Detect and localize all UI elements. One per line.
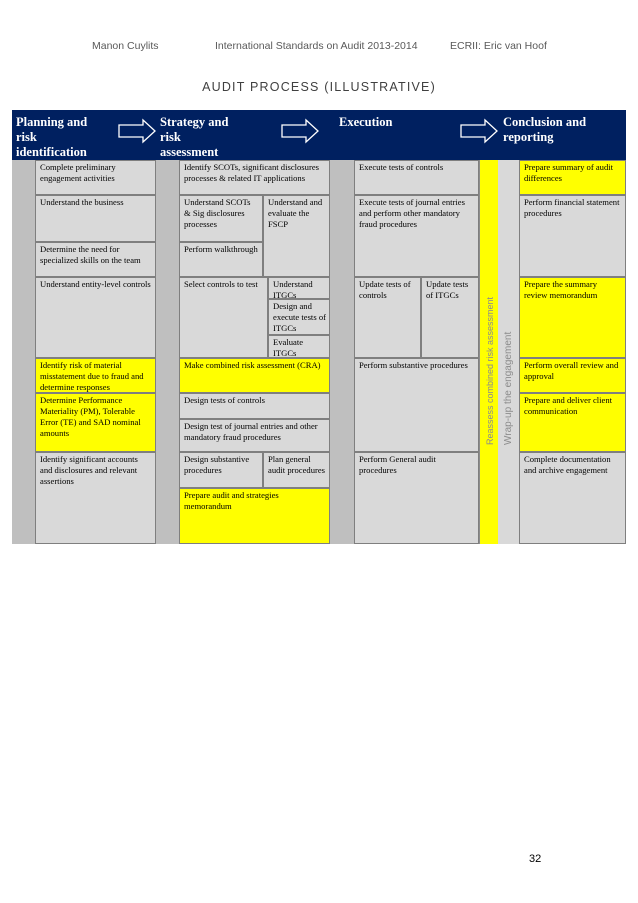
header-course: International Standards on Audit 2013-2014 [215, 40, 418, 52]
arrow-right-icon [280, 118, 320, 144]
strategy-cell: Design substantive procedures [179, 452, 263, 488]
execution-cell: Execute tests of journal entries and perform other mandatory fraud procedures [354, 195, 479, 277]
column-title-strategy: Strategy and risk assessment [160, 115, 229, 159]
strategy-cell: Design test of journal entries and other mandatory fraud procedures [179, 419, 330, 452]
strategy-cell: Design tests of controls [179, 393, 330, 419]
conclusion-cell-highlight: Prepare the summary review memorandum [519, 277, 626, 358]
strategy-cell: Identify SCOTs, significant disclosures processes & related IT applications [179, 160, 330, 195]
planning-cell: Determine the need for specialized skills on the team [35, 242, 156, 277]
strategy-cell: Understand SCOTs & Sig disclosures processes [179, 195, 263, 242]
conclusion-cell-highlight: Prepare summary of audit differences [519, 160, 626, 195]
execution-cell: Execute tests of controls [354, 160, 479, 195]
planning-cell-highlight: Determine Performance Materiality (PM), Tolerable Error (TE) and SAD nominal amounts [35, 393, 156, 452]
execution-cell: Perform General audit procedures [354, 452, 479, 544]
strategy-cell: Select controls to test [179, 277, 268, 358]
page-number: 32 [529, 853, 542, 865]
strategy-cell: Plan general audit procedures [263, 452, 330, 488]
arrow-right-icon [117, 118, 157, 144]
planning-cell: Complete preliminary engagement activities [35, 160, 156, 195]
audit-process-table [12, 110, 626, 544]
phase-header-bar [12, 110, 626, 160]
execution-cell: Perform substantive procedures [354, 358, 479, 452]
wrapup-band [498, 160, 520, 544]
strategy-cell: Perform walkthrough [179, 242, 263, 277]
conclusion-cell-highlight: Prepare and deliver client communication [519, 393, 626, 452]
column-title-conclusion: Conclusion and reporting [503, 115, 587, 144]
strategy-cell: Evaluate ITGCs [268, 335, 330, 358]
reassess-band [479, 160, 500, 544]
strategy-cell-highlight: Make combined risk assessment (CRA) [179, 358, 330, 393]
conclusion-cell: Perform financial statement procedures [519, 195, 626, 277]
execution-cell: Update tests of ITGCs [421, 277, 479, 358]
planning-cell: Identify significant accounts and disclosures and relevant assertions [35, 452, 156, 544]
planning-cell: Understand entity-level controls [35, 277, 156, 358]
column-strip [12, 160, 36, 544]
planning-cell-highlight: Identify risk of material misstatement due to fraud and determine responses [35, 358, 156, 393]
conclusion-cell-highlight: Perform overall review and approval [519, 358, 626, 393]
wrapup-label: Wrap-up the engagement [503, 331, 514, 445]
page-title: AUDIT PROCESS (ILLUSTRATIVE) [202, 80, 436, 94]
header-author: Manon Cuylits [92, 40, 159, 52]
column-strip [156, 160, 180, 544]
header-ecrii: ECRII: Eric van Hoof [450, 40, 547, 52]
strategy-cell: Understand ITGCs [268, 277, 330, 299]
conclusion-cell: Complete documentation and archive engagement [519, 452, 626, 544]
strategy-cell: Design and execute tests of ITGCs [268, 299, 330, 335]
column-title-execution: Execution [339, 115, 393, 129]
column-title-planning: Planning and risk identification [16, 115, 88, 159]
strategy-cell-highlight: Prepare audit and strategies memorandum [179, 488, 330, 544]
planning-cell: Understand the business [35, 195, 156, 242]
column-strip [330, 160, 355, 544]
strategy-cell: Understand and evaluate the FSCP [263, 195, 330, 277]
execution-cell: Update tests of controls [354, 277, 421, 358]
arrow-right-icon [459, 118, 499, 144]
reassess-label: Reassess combined risk assessment [485, 296, 495, 445]
